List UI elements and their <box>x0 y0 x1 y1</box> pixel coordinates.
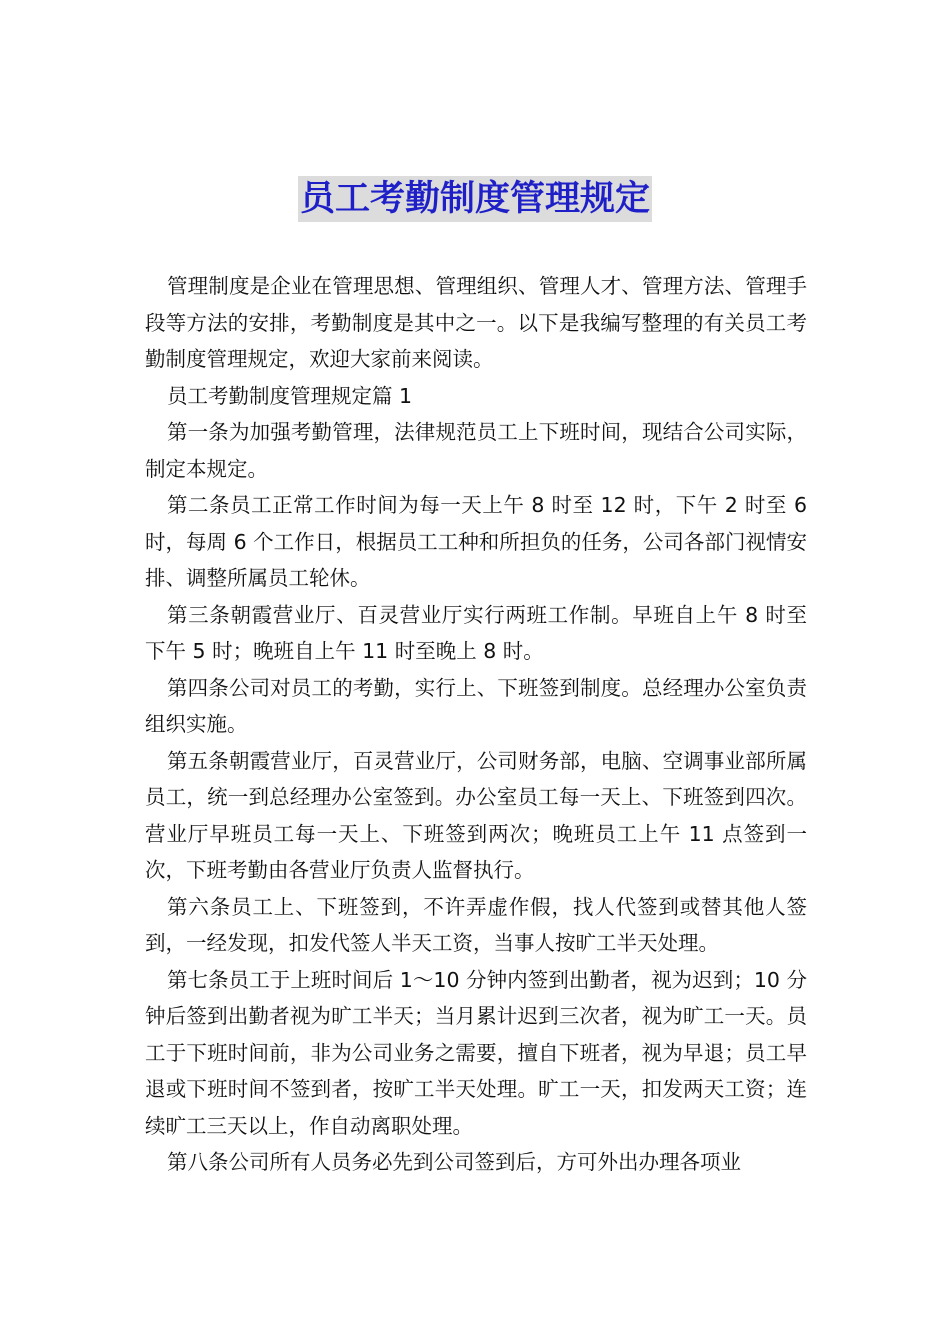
section-heading: 员工考勤制度管理规定篇 1 <box>167 383 413 408</box>
document-title: 员工考勤制度管理规定 <box>298 176 652 222</box>
article-3-paragraph: 第三条朝霞营业厅、百灵营业厅实行两班工作制。早班自上午 8 时至下午 5 时；晚班自上午 11 时至晚上 8 时。 <box>145 602 807 663</box>
article-5-paragraph: 第五条朝霞营业厅，百灵营业厅，公司财务部，电脑、空调事业部所属员工，统一到总经理办公室签到。办公室员工每一天上、下班签到四次。营业厅早班员工每一天上、下班签到两次；晚班员工上午 11 点签到一次，下班考勤由各营业厅负责人监督执行。 <box>145 748 807 882</box>
article-4-paragraph: 第四条公司对员工的考勤，实行上、下班签到制度。总经理办公室负责组织实施。 <box>145 675 807 736</box>
article-1-paragraph: 第一条为加强考勤管理，法律规范员工上下班时间，现结合公司实际，制定本规定。 <box>145 420 807 481</box>
title-container <box>0 176 950 222</box>
article-7-paragraph: 第七条员工于上班时间后 1～10 分钟内签到出勤者，视为迟到；10 分钟后签到出勤者视为旷工半天；当月累计迟到三次者，视为旷工一天。员工于下班时间前，非为公司业务之需要，擅自下班者，视为早退；员工早退或下班时间不签到者，按旷工半天处理。旷工一天，扣发两天工资；连续旷工三天以上，作自动离职处理。 <box>145 967 807 1138</box>
article-6-paragraph: 第六条员工上、下班签到，不许弄虚作假，找人代签到或替其他人签到，一经发现，扣发代签人半天工资，当事人按旷工半天处理。 <box>145 894 807 955</box>
article-8-paragraph: 第八条公司所有人员务必先到公司签到后，方可外出办理各项业 <box>167 1150 741 1174</box>
article-2-paragraph: 第二条员工正常工作时间为每一天上午 8 时至 12 时，下午 2 时至 6 时，每周 6 个工作日，根据员工工种和所担负的任务，公司各部门视情安排、调整所属员工轮休。 <box>145 493 807 590</box>
document-body <box>145 268 807 1181</box>
intro-paragraph: 管理制度是企业在管理思想、管理组织、管理人才、管理方法、管理手段等方法的安排，考勤制度是其中之一。以下是我编写整理的有关员工考勤制度管理规定，欢迎大家前来阅读。 <box>145 274 807 371</box>
